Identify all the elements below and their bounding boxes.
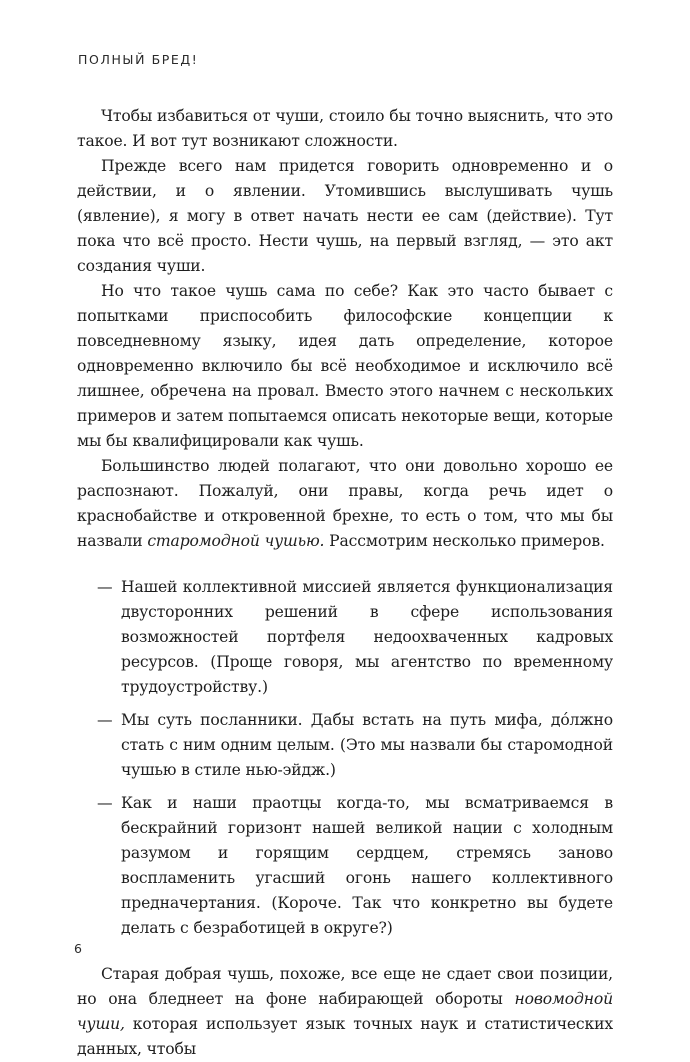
example-quote [97,708,613,783]
emphasis-term: новомодной чуши, [77,990,613,1033]
paragraph-text: которая использует язык точных наук и статистических данных, чтобы [77,1015,613,1058]
quote-dash: — [97,711,113,729]
quote-text: Мы суть посланники. Дабы встать на путь мифа, до́лжно стать с ним одним целым. (Это мы назвали бы старомодной чушью в стиле нью-эйдж.) [121,711,613,779]
example-quote [97,791,613,941]
example-quote-list [97,575,613,941]
emphasis-term: старомодной чушью. [147,532,325,550]
paragraph: Прежде всего нам придется говорить одновременно и о действии, и о явлении. Утомившись выслушивать чушь (явление), я могу в ответ начать нести ее сам (действие). Тут пока что всё просто. Нести чушь, на первый взгляд, — это акт создания чуши. [77,157,613,275]
quote-text: Как и наши праотцы когда-то, мы всматриваемся в бескрайний горизонт нашей великой нации с холодным разумом и горящим сердцем, стремясь заново воспламенить угасший огонь нашего коллективного предначертания. (Короче. Так что конкретно вы будете делать с безработицей в округе?) [121,794,613,937]
paragraph-text: Старая добрая чушь, похоже, все еще не сдает свои позиции, но она бледнеет на фоне набирающей обороты [77,965,613,1008]
paragraph: Чтобы избавиться от чуши, стоило бы точно выяснить, что это такое. И вот тут возникают сложности. [77,107,613,150]
page-number: 6 [74,941,82,956]
running-head: ПОЛНЫЙ БРЕД! [78,52,199,67]
quote-dash: — [97,794,113,812]
quote-text: Нашей коллективной миссией является функционализация двусторонних решений в сфере использования возможностей портфеля недоохваченных кадровых ресурсов. (Проще говоря, мы агентство по временному трудоустройству.) [121,578,613,696]
body-text [77,104,613,1062]
example-quote [97,575,613,700]
paragraph [77,454,613,554]
paragraph-text: Большинство людей полагают, что они довольно хорошо ее распознают. Пожалуй, они правы, когда речь идет о краснобайстве и откровенной брехне, то есть о том, что мы бы назвали [77,457,613,550]
paragraph-text: Рассмотрим несколько примеров. [324,532,605,550]
paragraph [77,962,613,1062]
paragraph: Но что такое чушь сама по себе? Как это часто бывает с попытками приспособить философские концепции к повседневному языку, идея дать определение, которое одновременно включило бы всё необходимое и исключило всё лишнее, обречена на провал. Вместо этого начнем с нескольких примеров и затем попытаемся описать некоторые вещи, которые мы бы квалифицировали как чушь. [77,282,613,450]
quote-dash: — [97,578,113,596]
